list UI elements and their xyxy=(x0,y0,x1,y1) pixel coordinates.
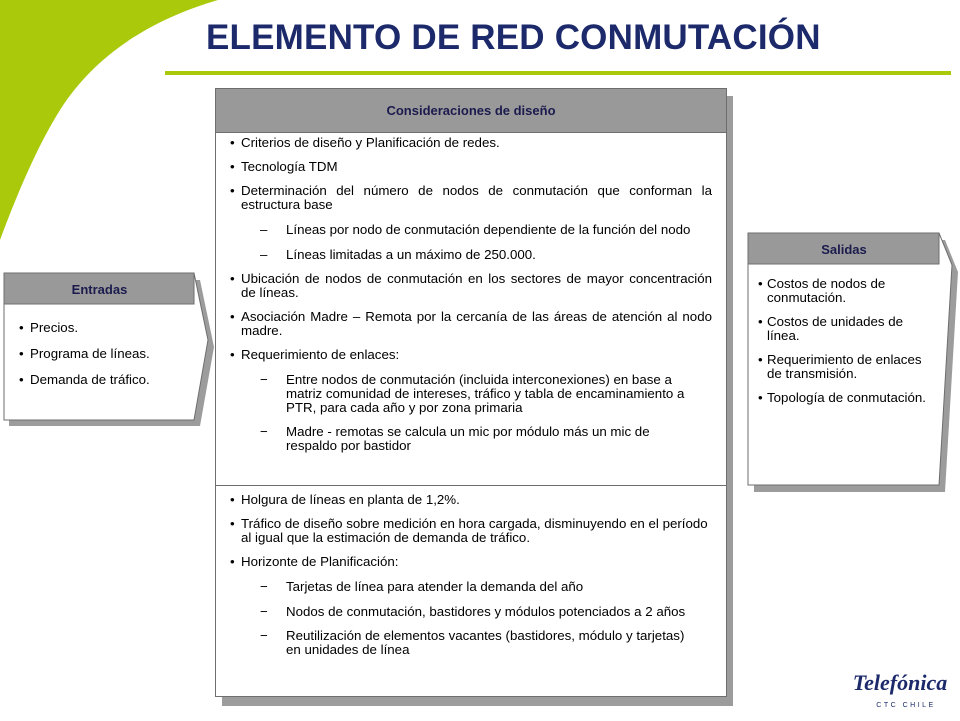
list-item: • Requerimiento de enlaces de transmisión. xyxy=(758,353,934,381)
section-design-criteria xyxy=(230,136,712,453)
sub-item: – Líneas por nodo de conmutación dependiente de la función del nodo xyxy=(260,222,691,237)
list-item: • Costos de unidades de línea. xyxy=(758,315,934,343)
list-item: • Tráfico de diseño sobre medición en hora cargada, disminuyendo en el período al igual que la estimación de demanda de tráfico. xyxy=(230,517,712,545)
list-item: • Criterios de diseño y Planificación de redes. xyxy=(230,136,712,150)
sub-item-text: Líneas por nodo de conmutación dependiente de la función del nodo xyxy=(286,222,691,237)
sub-item-text: Nodos de conmutación, bastidores y módulos potenciados a 2 años xyxy=(286,604,686,619)
list-item: • Horizonte de Planificación: xyxy=(230,555,712,569)
list-item: • Tecnología TDM xyxy=(230,160,712,174)
consideraciones-box xyxy=(215,88,727,697)
section-planning xyxy=(230,493,712,657)
sub-item-text: Entre nodos de conmutación (incluida interconexiones) en base a matriz comunidad de intereses, tráfico y tabla de encaminamiento a PTR, para cada año y por zona primaria xyxy=(286,372,685,415)
list-item: • Precios. xyxy=(19,321,194,335)
telefonica-logo xyxy=(850,666,950,716)
page-title: ELEMENTO DE RED CONMUTACIÓN xyxy=(206,18,821,57)
sub-item-text: Líneas limitadas a un máximo de 250.000. xyxy=(286,247,536,262)
list-item: • Asociación Madre – Remota por la cercanía de las áreas de atención al nodo madre. xyxy=(230,310,712,338)
sub-item-text: Reutilización de elementos vacantes (bastidores, módulo y tarjetas) en unidades de línea xyxy=(286,628,685,657)
sub-item-text: Madre - remotas se calcula un mic por módulo más un mic de respaldo por bastidor xyxy=(286,424,650,453)
svg-text:Telefónica: Telefónica xyxy=(852,670,948,695)
sub-item: − Madre - remotas se calcula un mic por módulo más un mic de respaldo por bastidor xyxy=(260,424,650,453)
list-item: • Holgura de líneas en planta de 1,2%. xyxy=(230,493,712,507)
sub-item-text: Tarjetas de línea para atender la demanda del año xyxy=(286,579,584,594)
telefonica-logo-icon xyxy=(850,666,950,716)
sub-item: − Tarjetas de línea para atender la demanda del año xyxy=(260,579,584,594)
salidas-header: Salidas xyxy=(821,241,867,257)
title-underline xyxy=(165,71,951,75)
list-item: • Determinación del número de nodos de conmutación que conforman la estructura base xyxy=(230,184,712,212)
section-divider xyxy=(216,485,726,486)
salidas-list xyxy=(758,277,934,405)
sub-item: – Líneas limitadas a un máximo de 250.000. xyxy=(260,247,536,262)
list-item: • Costos de nodos de conmutación. xyxy=(758,277,934,305)
sub-item: − Entre nodos de conmutación (incluida interconexiones) en base a matriz comunidad de intereses, tráfico y tabla de encaminamiento a PTR, para cada año y por zona primaria xyxy=(260,372,685,415)
svg-text:CTC CHILE: CTC CHILE xyxy=(876,702,936,709)
sub-item: − Nodos de conmutación, bastidores y módulos potenciados a 2 años xyxy=(260,604,686,619)
list-item: • Topología de conmutación. xyxy=(758,391,934,405)
sub-item: − Reutilización de elementos vacantes (bastidores, módulo y tarjetas) en unidades de línea xyxy=(260,628,685,657)
list-item: • Programa de líneas. xyxy=(19,347,194,361)
list-item: • Requerimiento de enlaces: xyxy=(230,348,712,362)
list-item: • Demanda de tráfico. xyxy=(19,373,194,387)
entradas-header: Entradas xyxy=(71,281,128,297)
entradas-list xyxy=(19,321,194,387)
consideraciones-header: Consideraciones de diseño xyxy=(216,89,726,133)
list-item: • Ubicación de nodos de conmutación en los sectores de mayor concentración de líneas. xyxy=(230,272,712,300)
